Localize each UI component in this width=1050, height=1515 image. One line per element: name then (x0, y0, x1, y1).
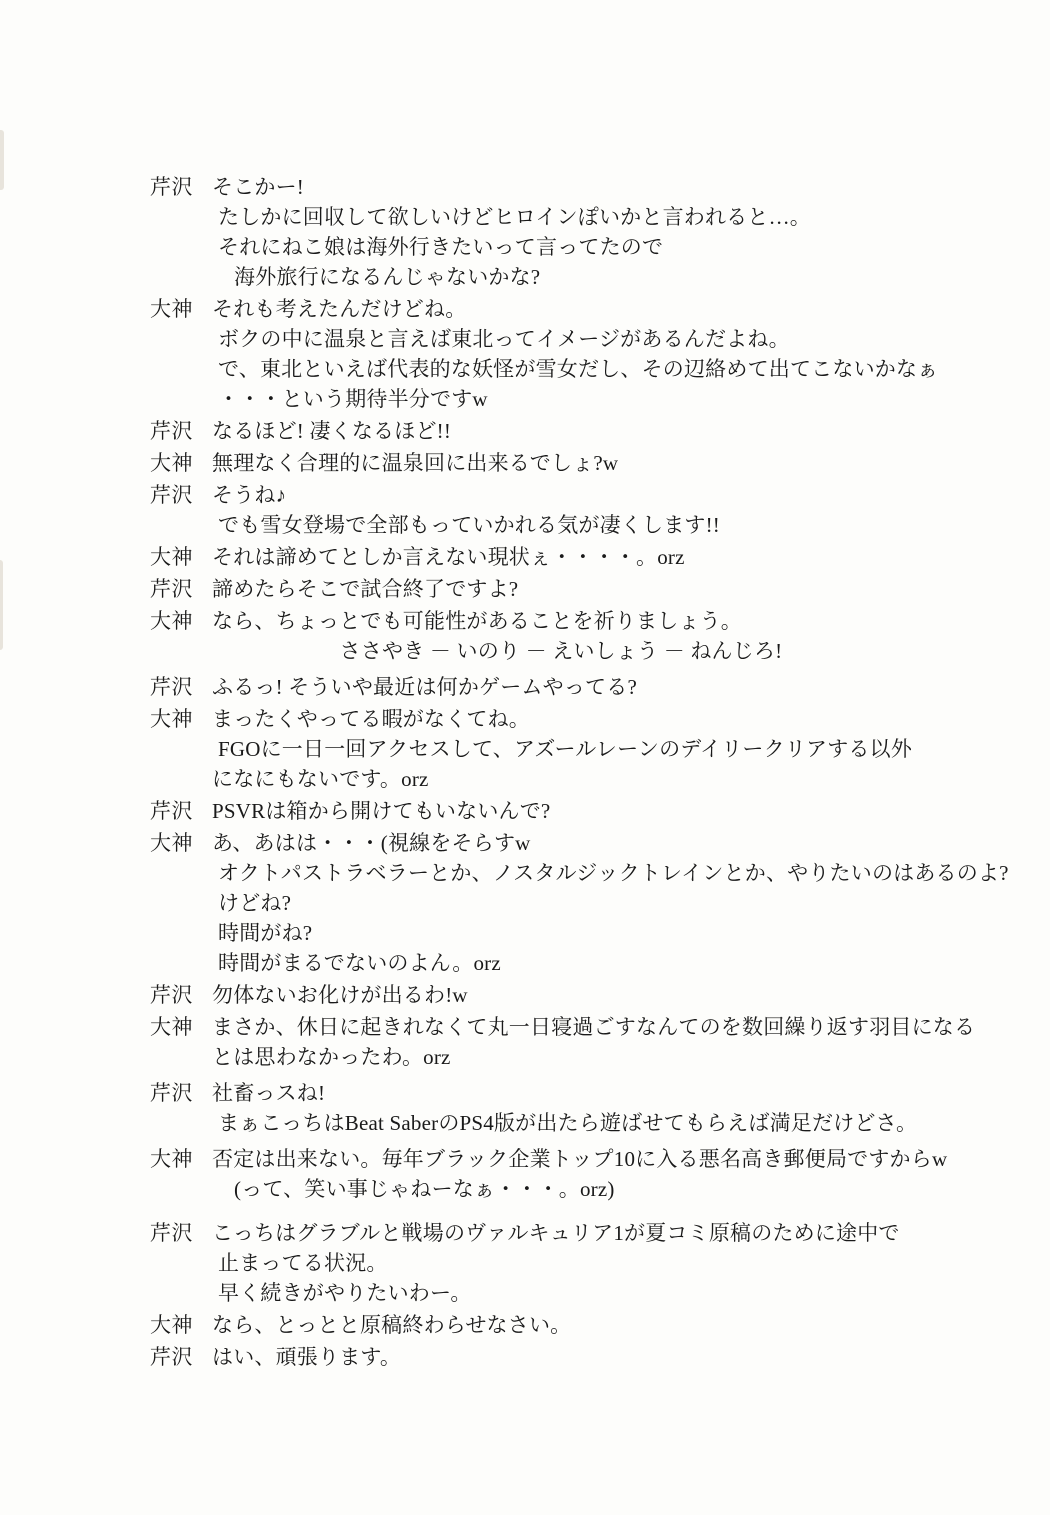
speech-line: それも考えたんだけどね。 (212, 297, 467, 321)
speaker-label: 芹沢 (150, 1221, 193, 1245)
speech-line: 無理なく合理的に温泉回に出来るでしょ?w (212, 451, 619, 475)
speaker-label: 大神 (150, 451, 193, 475)
speech-line: で、東北といえば代表的な妖怪が雪女だし、その辺絡めて出てこないかなぁ (218, 357, 939, 381)
speaker-label: 芹沢 (150, 799, 193, 823)
speech-line: あ、あはは・・・(視線をそらすw (212, 831, 531, 855)
speech-line: 時間がね? (218, 921, 313, 945)
speaker-label: 芹沢 (150, 175, 193, 199)
speech-line: なら、とっとと原稿終わらせなさい。 (212, 1313, 572, 1337)
dialogue-line (150, 606, 970, 666)
dialogue-line (150, 1310, 970, 1340)
speech-line: 時間がまるでないのよん。orz (218, 951, 501, 975)
speaker-label: 芹沢 (150, 983, 193, 1007)
dialogue-line (150, 1144, 970, 1204)
speaker-label: 芹沢 (150, 483, 193, 507)
speech-line: それにねこ娘は海外行きたいって言ってたので (218, 235, 664, 259)
speech-line: なるほど! 凄くなるほど!! (212, 419, 452, 443)
speech-line: まさか、休日に起きれなくて丸一日寝過ごすなんてのを数回繰り返す羽目になる (212, 1015, 976, 1039)
dialogue-line (150, 1342, 970, 1372)
dialogue-line (150, 980, 970, 1010)
speaker-label: 大神 (150, 609, 193, 633)
speaker-label: 大神 (150, 545, 193, 569)
speech-line: まぁこっちはBeat SaberのPS4版が出たら遊ばせてもらえば満足だけどさ。 (218, 1111, 918, 1135)
dialogue-line (150, 704, 970, 794)
speech-line: PSVRは箱から開けてもいないんで? (212, 799, 551, 823)
dialogue-line (150, 448, 970, 478)
dialogue-line (150, 1012, 976, 1072)
speech-line: 勿体ないお化けが出るわ!w (212, 983, 468, 1007)
speech-line: ・・・という期待半分ですw (218, 387, 488, 411)
dialogue-line (150, 1078, 970, 1138)
speech-line: 諦めたらそこで試合終了ですよ? (212, 577, 519, 601)
speaker-label: 芹沢 (150, 675, 193, 699)
speaker-label: 大神 (150, 1313, 193, 1337)
dialogue-transcript (150, 172, 1009, 1374)
speech-line: こっちはグラブルと戦場のヴァルキュリア1が夏コミ原稿のために途中で (212, 1221, 900, 1245)
speech-line: になにもないです。orz (212, 767, 429, 791)
dialogue-line (150, 574, 970, 604)
speech-text (212, 980, 970, 1010)
speech-line: まったくやってる暇がなくてね。 (212, 707, 530, 731)
dialogue-line (150, 796, 970, 826)
dialogue-line (150, 542, 970, 572)
speech-line: 早く続きがやりたいわー。 (218, 1281, 472, 1305)
speech-line: (って、笑い事じゃねーなぁ・・・。orz) (234, 1177, 615, 1201)
dialogue-line (150, 172, 970, 292)
dialogue-line (150, 828, 1009, 978)
speech-line: でも雪女登場で全部もっていかれる気が凄くします!! (218, 513, 720, 537)
speech-line: 止まってる状況。 (218, 1251, 388, 1275)
speech-text (212, 1144, 970, 1204)
speech-text (212, 672, 970, 702)
speech-text (212, 1012, 975, 1072)
speaker-label: 大神 (150, 1015, 193, 1039)
speech-line: ボクの中に温泉と言えば東北ってイメージがあるんだよね。 (218, 327, 790, 351)
speaker-label: 大神 (150, 297, 193, 321)
speech-line: 社畜っスね! (212, 1081, 326, 1105)
speaker-label: 大神 (150, 707, 193, 731)
speech-text (212, 606, 970, 666)
speaker-label: 芹沢 (150, 577, 193, 601)
speech-text (212, 480, 970, 540)
dialogue-line (150, 480, 970, 540)
speech-text (212, 1310, 970, 1340)
speech-line: そうね♪ (212, 483, 287, 507)
speaker-label: 芹沢 (150, 1081, 193, 1105)
speech-line: オクトパストラベラーとか、ノスタルジックトレインとか、やりたいのはあるのよ? (218, 861, 1009, 885)
speech-text (212, 294, 970, 414)
speaker-label: 大神 (150, 831, 193, 855)
speaker-label: 芹沢 (150, 1345, 193, 1369)
speech-line: はい、頑張ります。 (212, 1345, 402, 1369)
speech-line: 海外旅行になるんじゃないかな? (234, 265, 541, 289)
speaker-label: 芹沢 (150, 419, 193, 443)
dialogue-line (150, 672, 970, 702)
speech-text (212, 796, 970, 826)
speech-line: それは諦めてとしか言えない現状ぇ・・・・。orz (212, 545, 685, 569)
speech-text (212, 704, 970, 794)
speech-line: FGOに一日一回アクセスして、アズールレーンのデイリークリアする以外 (218, 737, 913, 761)
speech-text (212, 172, 970, 292)
speech-line: そこかー! (212, 175, 304, 199)
page-edge-mark-top (0, 130, 4, 190)
dialogue-line (150, 294, 970, 414)
speech-line: たしかに回収して欲しいけどヒロインぽいかと言われると…。 (218, 205, 811, 229)
speech-line: なら、ちょっとでも可能性があることを祈りましょう。 (212, 609, 742, 633)
speech-line: ふるっ! そういや最近は何かゲームやってる? (212, 675, 637, 699)
page-edge-mark-middle (0, 560, 3, 650)
speech-text (212, 574, 970, 604)
speech-line: 否定は出来ない。毎年ブラック企業トップ10に入る悪名高き郵便局ですからw (212, 1147, 948, 1171)
speech-text (212, 416, 970, 446)
dialogue-line (150, 416, 970, 446)
speech-line: とは思わなかったわ。orz (212, 1045, 451, 1069)
speech-text (212, 542, 970, 572)
speech-text (212, 1218, 970, 1308)
speech-text (212, 828, 1009, 978)
dialogue-line (150, 1218, 970, 1308)
speech-text (212, 1342, 970, 1372)
speech-line-chant: ささやき － いのり － えいしょう － ねんじろ! (339, 639, 783, 663)
speech-text (212, 448, 970, 478)
speaker-label: 大神 (150, 1147, 193, 1171)
speech-text (212, 1078, 970, 1138)
speech-line: けどね? (218, 891, 292, 915)
